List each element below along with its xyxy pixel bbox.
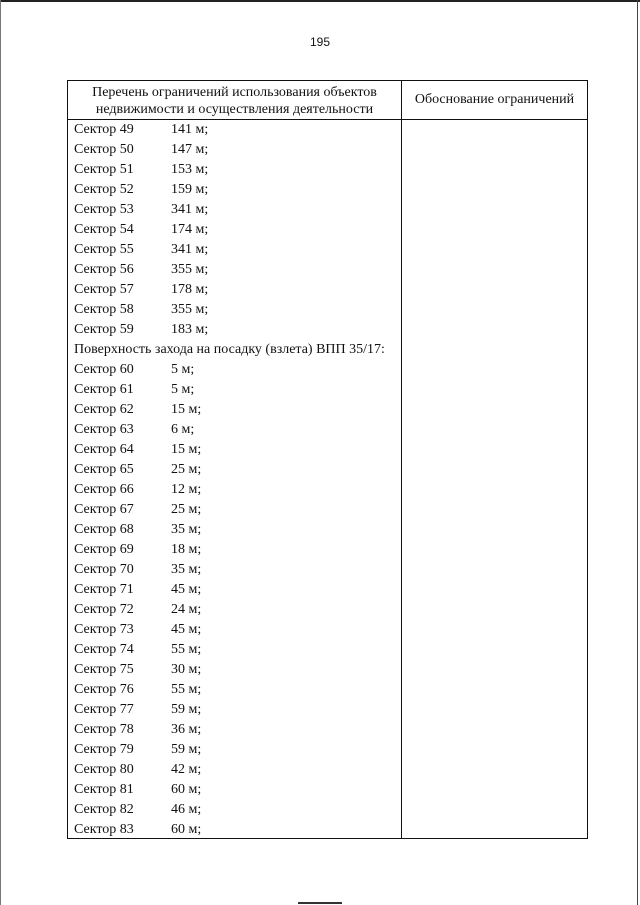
sector-height-value: 12 м; xyxy=(171,482,202,497)
sector-label: Сектор 68 xyxy=(74,522,134,537)
table-row xyxy=(74,540,400,560)
sector-height-value: 15 м; xyxy=(171,442,202,457)
table-row xyxy=(74,680,400,700)
section-heading-text: Поверхность захода на посадку (взлета) ВПП 35/17: xyxy=(74,342,385,357)
sector-height-value: 15 м; xyxy=(171,402,202,417)
sector-height-value: 30 м; xyxy=(171,662,202,677)
sector-label: Сектор 63 xyxy=(74,422,134,437)
table-row xyxy=(74,820,400,840)
table-row xyxy=(74,700,400,720)
sector-height-value: 159 м; xyxy=(171,182,209,197)
sector-height-value: 141 м; xyxy=(171,122,209,137)
header-justification: Обоснование ограничений xyxy=(414,92,575,107)
sector-height-value: 45 м; xyxy=(171,582,202,597)
table-row xyxy=(74,420,400,440)
table-row xyxy=(74,440,400,460)
sector-label: Сектор 61 xyxy=(74,382,134,397)
sector-height-value: 36 м; xyxy=(171,722,202,737)
sector-label: Сектор 76 xyxy=(74,682,134,697)
table-row xyxy=(74,800,400,820)
column-divider xyxy=(401,81,402,838)
sector-height-value: 178 м; xyxy=(171,282,209,297)
sector-height-value: 341 м; xyxy=(171,242,209,257)
sector-label: Сектор 58 xyxy=(74,302,134,317)
table-row xyxy=(74,400,400,420)
table-row xyxy=(74,200,400,220)
sector-height-value: 5 м; xyxy=(171,362,195,377)
sector-height-value: 25 м; xyxy=(171,462,202,477)
sector-label: Сектор 73 xyxy=(74,622,134,637)
sector-label: Сектор 83 xyxy=(74,822,134,837)
bottom-scan-mark xyxy=(298,902,342,904)
sector-label: Сектор 74 xyxy=(74,642,134,657)
sector-label: Сектор 82 xyxy=(74,802,134,817)
sector-label: Сектор 70 xyxy=(74,562,134,577)
sector-height-value: 183 м; xyxy=(171,322,209,337)
sector-height-value: 42 м; xyxy=(171,762,202,777)
sector-label: Сектор 79 xyxy=(74,742,134,757)
table-row xyxy=(74,500,400,520)
page-left-edge xyxy=(0,0,1,905)
sector-label: Сектор 59 xyxy=(74,322,134,337)
sector-label: Сектор 53 xyxy=(74,202,134,217)
header-restrictions-list xyxy=(68,84,401,118)
table-row xyxy=(74,780,400,800)
sector-height-value: 355 м; xyxy=(171,302,209,317)
sector-label: Сектор 51 xyxy=(74,162,134,177)
sector-label: Сектор 52 xyxy=(74,182,134,197)
sector-height-value: 59 м; xyxy=(171,742,202,757)
sector-label: Сектор 50 xyxy=(74,142,134,157)
table-row xyxy=(74,640,400,660)
sector-height-value: 5 м; xyxy=(171,382,195,397)
table-row xyxy=(74,120,400,140)
sector-label: Сектор 80 xyxy=(74,762,134,777)
sector-label: Сектор 65 xyxy=(74,462,134,477)
restrictions-table xyxy=(67,80,588,839)
sector-label: Сектор 81 xyxy=(74,782,134,797)
sector-label: Сектор 72 xyxy=(74,602,134,617)
table-row xyxy=(74,300,400,320)
sector-label: Сектор 54 xyxy=(74,222,134,237)
table-row xyxy=(74,560,400,580)
table-row xyxy=(74,380,400,400)
sector-label: Сектор 56 xyxy=(74,262,134,277)
table-row xyxy=(74,760,400,780)
sector-height-value: 60 м; xyxy=(171,782,202,797)
table-row xyxy=(74,620,400,640)
sector-label: Сектор 77 xyxy=(74,702,134,717)
page-top-edge xyxy=(0,0,640,2)
sector-label: Сектор 78 xyxy=(74,722,134,737)
table-row xyxy=(74,360,400,380)
sector-label: Сектор 62 xyxy=(74,402,134,417)
sector-label: Сектор 66 xyxy=(74,482,134,497)
table-row xyxy=(74,460,400,480)
sector-height-value: 174 м; xyxy=(171,222,209,237)
sector-height-value: 25 м; xyxy=(171,502,202,517)
table-row xyxy=(74,280,400,300)
sector-height-value: 55 м; xyxy=(171,642,202,657)
sector-label: Сектор 75 xyxy=(74,662,134,677)
sector-label: Сектор 64 xyxy=(74,442,134,457)
sector-label: Сектор 60 xyxy=(74,362,134,377)
sector-height-value: 24 м; xyxy=(171,602,202,617)
table-row xyxy=(74,180,400,200)
page-number: 195 xyxy=(309,35,331,49)
sector-height-value: 46 м; xyxy=(171,802,202,817)
sector-height-value: 45 м; xyxy=(171,622,202,637)
table-row xyxy=(74,240,400,260)
table-row xyxy=(74,600,400,620)
header-line-2: недвижимости и осуществления деятельности xyxy=(95,102,374,117)
sector-label: Сектор 49 xyxy=(74,122,134,137)
sector-label: Сектор 55 xyxy=(74,242,134,257)
table-row xyxy=(74,740,400,760)
sector-height-value: 35 м; xyxy=(171,522,202,537)
table-row xyxy=(74,520,400,540)
table-row xyxy=(74,140,400,160)
header-line-1: Перечень ограничений использования объектов xyxy=(92,85,377,100)
sector-label: Сектор 71 xyxy=(74,582,134,597)
sector-height-value: 153 м; xyxy=(171,162,209,177)
table-row xyxy=(74,260,400,280)
table-row xyxy=(74,160,400,180)
page-right-edge xyxy=(637,0,638,905)
table-row xyxy=(74,220,400,240)
sector-height-value: 35 м; xyxy=(171,562,202,577)
sector-height-value: 55 м; xyxy=(171,682,202,697)
section-heading xyxy=(74,340,400,360)
sector-label: Сектор 69 xyxy=(74,542,134,557)
table-rows xyxy=(74,120,400,840)
table-row xyxy=(74,320,400,340)
sector-label: Сектор 57 xyxy=(74,282,134,297)
sector-height-value: 59 м; xyxy=(171,702,202,717)
sector-height-value: 18 м; xyxy=(171,542,202,557)
table-row xyxy=(74,580,400,600)
table-row xyxy=(74,480,400,500)
table-row xyxy=(74,660,400,680)
sector-height-value: 147 м; xyxy=(171,142,209,157)
sector-height-value: 60 м; xyxy=(171,822,202,837)
sector-height-value: 341 м; xyxy=(171,202,209,217)
table-row xyxy=(74,720,400,740)
sector-label: Сектор 67 xyxy=(74,502,134,517)
sector-height-value: 6 м; xyxy=(171,422,195,437)
sector-height-value: 355 м; xyxy=(171,262,209,277)
